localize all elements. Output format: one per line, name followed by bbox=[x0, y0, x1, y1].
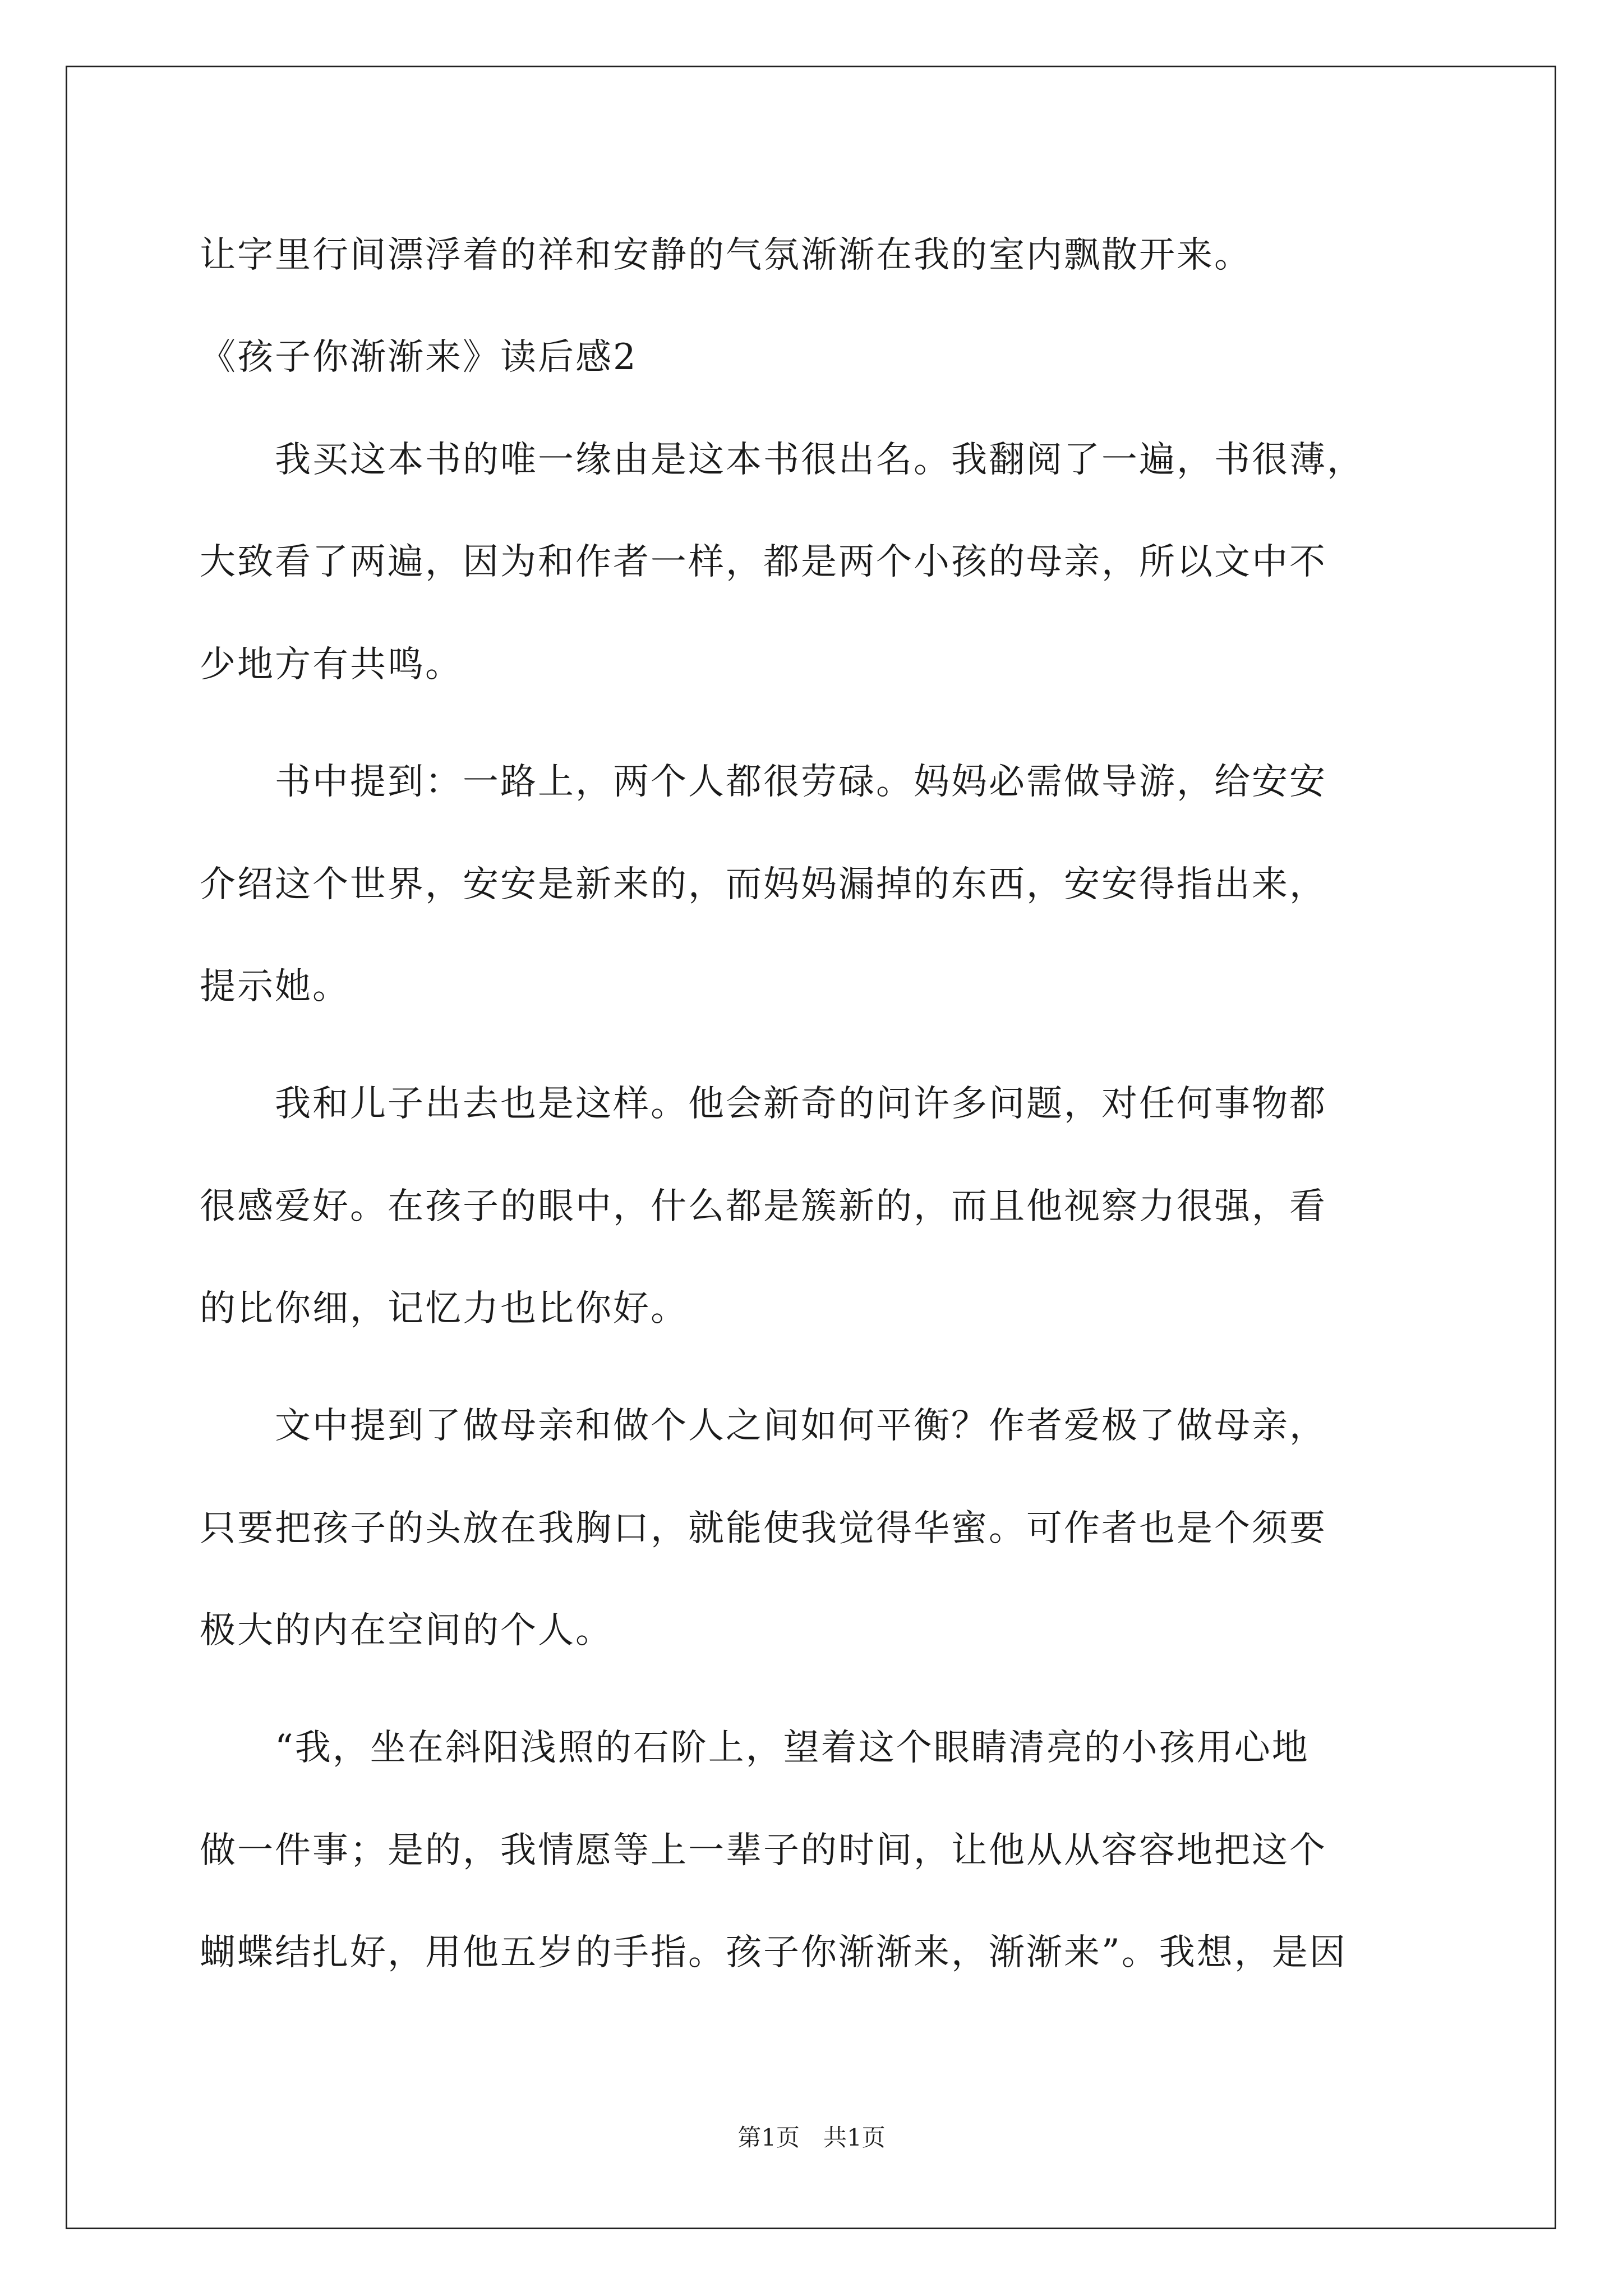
text-line: 书中提到：一路上，两个人都很劳碌。妈妈必需做导游，给安安 bbox=[200, 761, 1327, 803]
text-line: 的比你细，记忆力也比你好。 bbox=[200, 1288, 688, 1329]
text-line: 文中提到了做母亲和做个人之间如何平衡？作者爱极了做母亲， bbox=[200, 1405, 1327, 1447]
page-number-current: 第1页 bbox=[737, 2124, 800, 2151]
text-line: 提示她。 bbox=[200, 966, 350, 1007]
page-border bbox=[66, 66, 1556, 2229]
text-line: 只要把孩子的头放在我胸口，就能使我觉得华蜜。可作者也是个须要 bbox=[200, 1508, 1327, 1549]
page-footer bbox=[0, 2124, 1623, 2152]
text-line: 蝴蝶结扎好，用他五岁的手指。孩子你渐渐来，渐渐来”。我想，是因 bbox=[200, 1932, 1347, 1973]
text-line: “我，坐在斜阳浅照的石阶上，望着这个眼睛清亮的小孩用心地 bbox=[200, 1727, 1310, 1769]
text-line: 做一件事；是的，我情愿等上一辈子的时间，让他从从容容地把这个 bbox=[200, 1830, 1327, 1871]
page-number-total: 共1页 bbox=[823, 2124, 886, 2151]
text-line: 很感爱好。在孩子的眼中，什么都是簇新的，而且他视察力很强，看 bbox=[200, 1186, 1327, 1227]
text-line: 介绍这个世界，安安是新来的，而妈妈漏掉的东西，安安得指出来， bbox=[200, 864, 1327, 905]
text-line: 让字里行间漂浮着的祥和安静的气氛渐渐在我的室内飘散开来。 bbox=[200, 234, 1252, 276]
text-line: 极大的内在空间的个人。 bbox=[200, 1610, 613, 1651]
section-heading: 《孩子你渐渐来》读后感2 bbox=[200, 337, 638, 378]
text-line: 我和儿子出去也是这样。他会新奇的问许多问题，对任何事物都 bbox=[200, 1083, 1327, 1125]
text-line: 少地方有共鸣。 bbox=[200, 644, 463, 685]
text-line: 大致看了两遍，因为和作者一样，都是两个小孩的母亲，所以文中不 bbox=[200, 541, 1327, 583]
text-line: 我买这本书的唯一缘由是这本书很出名。我翻阅了一遍，书很薄， bbox=[200, 439, 1364, 481]
